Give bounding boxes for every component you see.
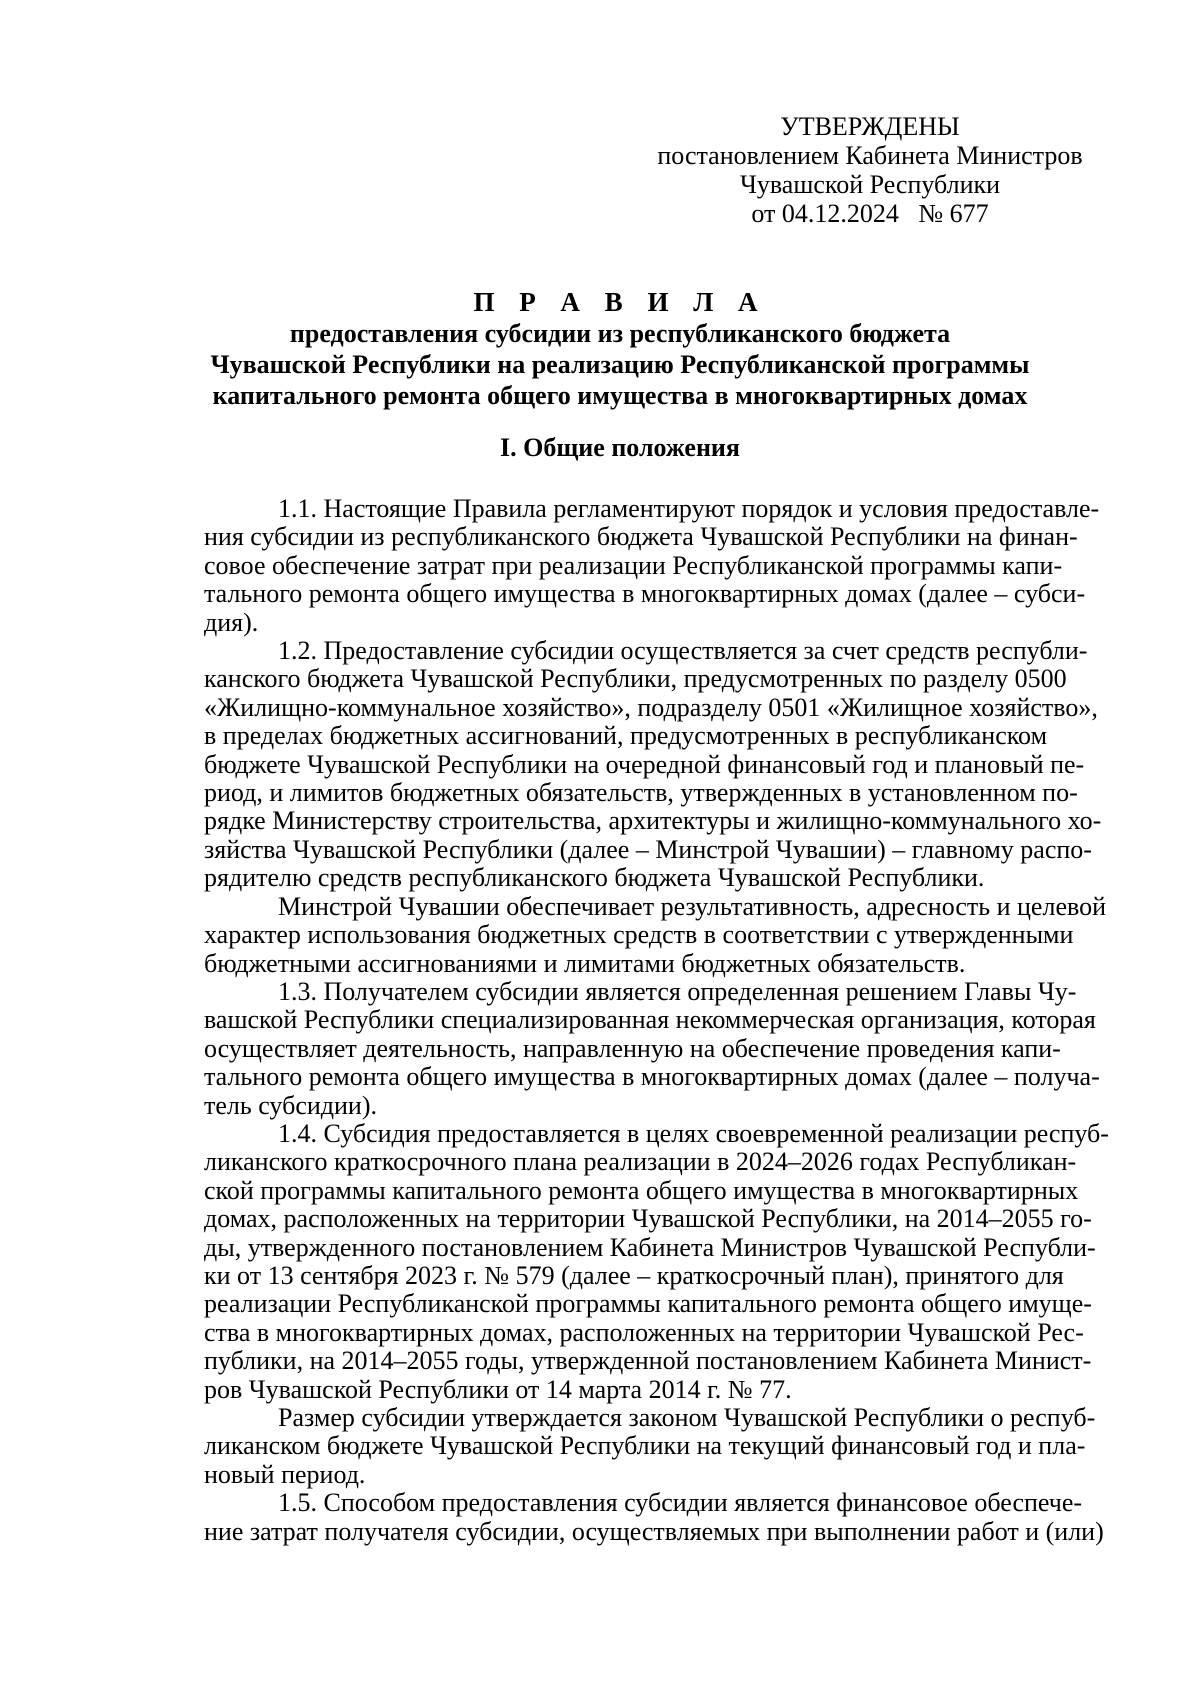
section-title: I. Общие положения [500, 433, 740, 462]
body-text [204, 495, 1116, 1546]
paragraph-1-4: 1.4. Субсидия предоставляется в целях своевременной реализации респуб- ликанского краткосрочного плана реализации в 2024–2026 годах Республикан- ской программы капитального ремонта общего имущества в многоквартирных домах, расположенных на территории Чувашской Республики, на 2014–2055 го- ды, утвержденного постановлением Кабинета Министров Чувашской Республи- ки от 13 сентября 2023 г. № 579 (далее – краткосрочный план), принятого для реализации Республиканской программы капитального ремонта общего имуще- ства в многоквартирных домах, расположенных на территории Чувашской Рес- публики, на 2014–2055 годы, утвержденной постановлением Кабинета Минист- ров Чувашской Республики от 14 марта 2014 г. № 77. [204, 1118, 1109, 1404]
approval-stamp [640, 112, 1100, 228]
document-title [190, 286, 1050, 411]
paragraph-1-2-cont: Минстрой Чувашии обеспечивает результативность, адресность и целевой характер использования бюджетных средств в соответствии с утвержденными бюджетными ассигнованиями и лимитами бюджетных обязательств. [204, 891, 1107, 978]
paragraph-1-1: 1.1. Настоящие Правила регламентируют порядок и условия предоставле- ния субсидии из республиканского бюджета Чувашской Республики на финан- совое обеспечение затрат при реализации Республиканской программы капи- тального ремонта общего имущества в многоквартирных домах (далее – субси- дия). [204, 494, 1100, 637]
approval-line-3: Чувашской Республики [739, 170, 1001, 199]
paragraph-1-2: 1.2. Предоставление субсидии осуществляется за счет средств республи- канского бюджета Чувашской Республики, предусмотренных по разделу 0500 «Жилищно-коммунальное хозяйство», подразделу 0501 «Жилищное хозяйство», в пределах бюджетных ассигнований, предусмотренных в республиканском бюджете Чувашской Республики на очередной финансовый год и плановый пе- риод, и лимитов бюджетных обязательств, утвержденных в установленном по- рядке Министерству строительства, архитектуры и жилищно-коммунального хо- зяйства Чувашской Республики (далее – Минстрой Чувашии) – главному распо- рядителю средств республиканского бюджета Чувашской Республики. [204, 636, 1102, 893]
approval-line-1: УТВЕРЖДЕНЫ [780, 112, 960, 141]
title-heading: П Р А В И Л А [473, 287, 767, 317]
approval-line-2: постановлением Кабинета Министров [657, 141, 1083, 170]
title-line-1: предоставления субсидии из республиканского бюджета [289, 319, 951, 348]
paragraph-1-5: 1.5. Способом предоставления субсидии является финансовое обеспече- ние затрат получателя субсидии, осуществляемых при выполнении работ и (или) [204, 1488, 1104, 1546]
approval-line-4: от 04.12.2024 № 677 [751, 199, 989, 228]
title-line-3: капитального ремонта общего имущества в многоквартирных домах [212, 381, 1028, 410]
title-line-2: Чувашской Республики на реализацию Республиканской программы [210, 350, 1030, 379]
paragraph-1-4-cont: Размер субсидии утверждается законом Чувашской Республики о респуб- ликанском бюджете Чувашской Республики на текущий финансовый год и пла- новый период. [204, 1403, 1096, 1489]
paragraph-1-3: 1.3. Получателем субсидии является определенная решением Главы Чу- вашской Республики специализированная некоммерческая организация, которая осуществляет деятельность, направленную на обеспечение проведения капи- тального ремонта общего имущества в многоквартирных домах (далее – получа- тель субсидии). [204, 976, 1100, 1120]
